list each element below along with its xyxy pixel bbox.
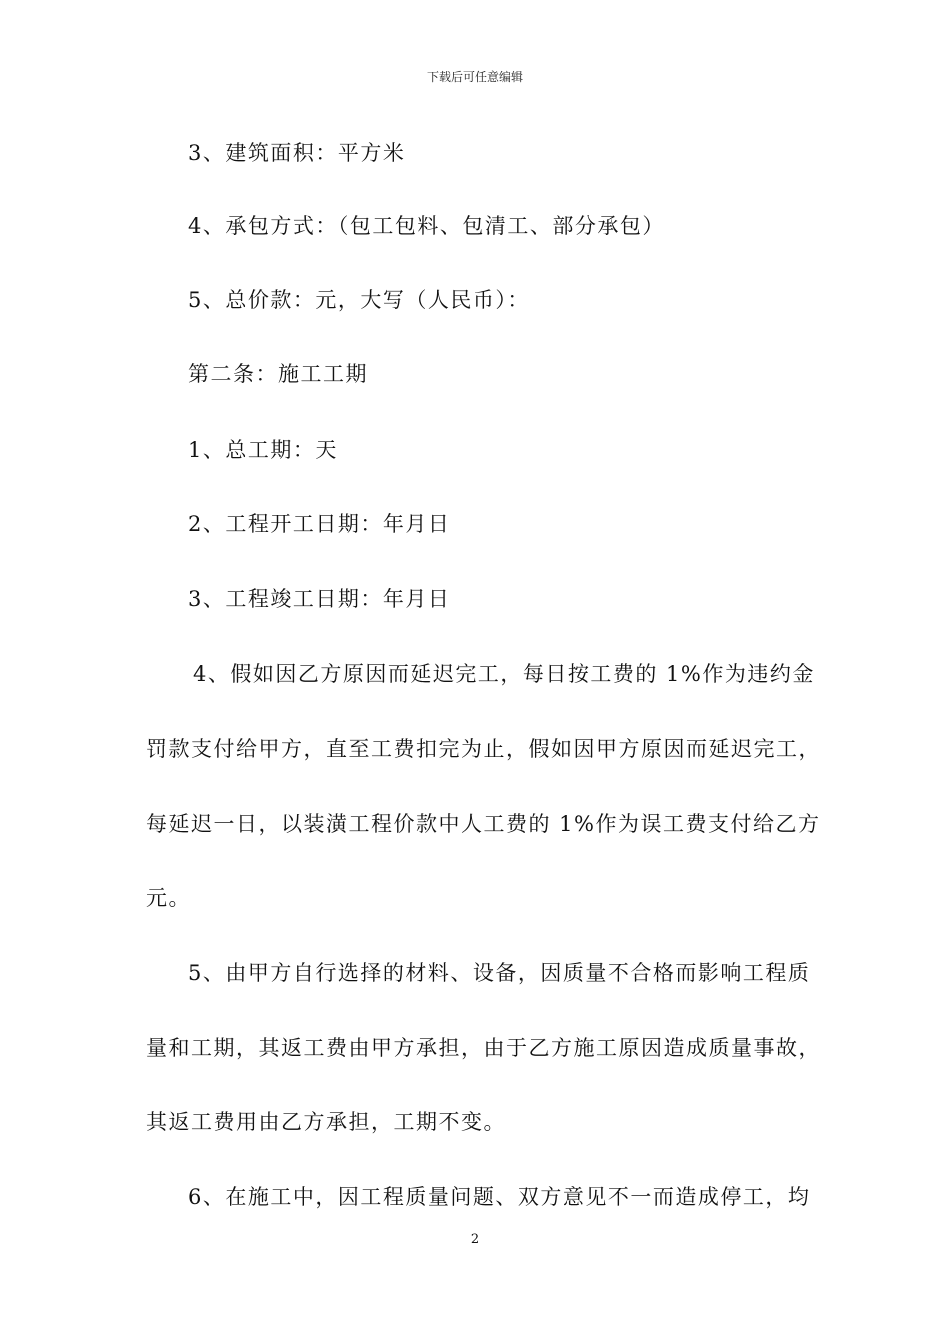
paragraph-line: 5、由甲方自行选择的材料、设备，因质量不合格而影响工程质 [188, 961, 811, 985]
paragraph-line: 4、假如因乙方原因而延迟完工，每日按工费的 1%作为违约金 [193, 662, 815, 686]
paragraph-line: 4、承包方式：（包工包料、包清工、部分承包） [188, 214, 665, 238]
paragraph-line: 元。 [146, 886, 191, 910]
paragraph-line: 每延迟一日，以装潢工程价款中人工费的 1%作为误工费支付给乙方 [146, 812, 821, 836]
paragraph-line: 2、工程开工日期：年月日 [188, 512, 451, 536]
section-heading: 第二条：施工工期 [188, 362, 368, 386]
paragraph-line: 3、工程竣工日期：年月日 [188, 587, 451, 611]
paragraph-line: 3、建筑面积：平方米 [188, 141, 406, 165]
paragraph-line: 5、总价款：元，大写（人民币）： [188, 288, 530, 312]
paragraph-line: 量和工期，其返工费由甲方承担，由于乙方施工原因造成质量事故， [146, 1036, 821, 1060]
page-number: 2 [470, 1232, 480, 1247]
paragraph-line: 6、在施工中，因工程质量问题、双方意见不一而造成停工，均 [188, 1185, 811, 1209]
paragraph-line: 罚款支付给甲方，直至工费扣完为止，假如因甲方原因而延迟完工， [146, 737, 821, 761]
paragraph-line: 1、总工期：天 [188, 438, 338, 462]
paragraph-line: 其返工费用由乙方承担，工期不变。 [146, 1110, 506, 1134]
page-header-note: 下载后可任意编辑 [426, 70, 523, 84]
